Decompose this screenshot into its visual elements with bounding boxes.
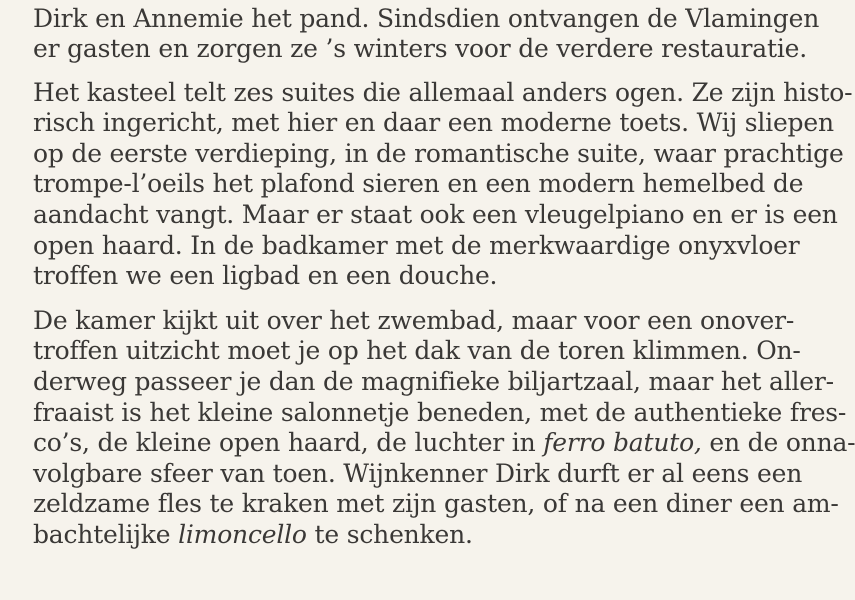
text-segment: Dirk en Annemie het pand. Sindsdien ontvangen de Vlamingen — [33, 4, 820, 33]
text-segment: troffen uitzicht moet je op het dak van de toren klimmen. On- — [33, 336, 801, 365]
text-segment: bachtelijke — [33, 520, 179, 549]
text-line-16 — [33, 489, 839, 519]
text-line-5 — [33, 139, 844, 169]
text-segment: aandacht vangt. Maar er staat ook een vleugelpiano en er is een — [33, 200, 838, 229]
text-line-3 — [33, 78, 853, 108]
text-segment: derweg passeer je dan de magnifieke biljartzaal, maar het aller- — [33, 367, 834, 396]
text-segment: en de onna- — [701, 428, 855, 457]
text-segment: fraaist is het kleine salonnetje beneden, met de authentieke fres- — [33, 398, 847, 427]
text-segment: co’s, de kleine open haard, de luchter in — [33, 428, 544, 457]
text-line-12 — [33, 367, 834, 397]
text-line-8 — [33, 231, 800, 261]
text-segment: open haard. In de badkamer met de merkwaardige onyxvloer — [33, 231, 800, 260]
text-line-17 — [33, 520, 473, 550]
text-line-11 — [33, 336, 801, 366]
italic-term-limoncello: limoncello — [178, 520, 307, 549]
text-segment: volgbare sfeer van toen. Wijnkenner Dirk durft er al eens een — [33, 459, 803, 488]
text-line-6 — [33, 169, 804, 199]
italic-term-ferro-batuto: ferro batuto, — [543, 428, 702, 457]
text-segment: op de eerste verdieping, in de romantische suite, waar prachtige — [33, 139, 844, 168]
text-line-15 — [33, 459, 803, 489]
text-segment: trompe-l’oeils het plafond sieren en een modern hemelbed de — [33, 169, 804, 198]
text-line-13 — [33, 398, 847, 428]
text-segment: zeldzame fles te kraken met zijn gasten, of na een diner een am- — [33, 489, 839, 518]
text-segment: troffen we een ligbad en een douche. — [33, 261, 498, 290]
text-line-1 — [33, 4, 820, 34]
text-line-7 — [33, 200, 838, 230]
text-line-2 — [33, 34, 807, 64]
text-line-4 — [33, 108, 834, 138]
text-segment: De kamer kijkt uit over het zwembad, maar voor een onover- — [33, 306, 795, 335]
text-line-14 — [33, 428, 855, 458]
text-segment: Het kasteel telt zes suites die allemaal anders ogen. Ze zijn histo- — [33, 78, 853, 107]
text-segment: er gasten en zorgen ze ’s winters voor de verdere restauratie. — [33, 34, 807, 63]
text-segment: te schenken. — [306, 520, 473, 549]
text-line-9 — [33, 261, 497, 291]
text-segment: risch ingericht, met hier en daar een moderne toets. Wij sliepen — [33, 108, 834, 137]
text-line-10 — [33, 306, 795, 336]
